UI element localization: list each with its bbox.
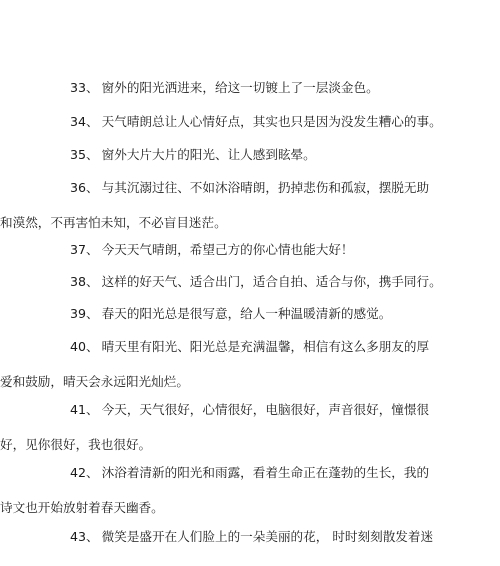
paragraph-40 [0, 339, 500, 390]
paragraph-line [70, 180, 500, 196]
paragraph-35 [70, 147, 500, 163]
paragraph-number: 34、 [70, 114, 99, 129]
paragraph-continuation-line: 诗文也开始放射着春天幽香。 [0, 500, 164, 515]
paragraph-number: 40、 [70, 339, 99, 354]
paragraph-text: 春天的阳光总是很写意，给人一种温暖清新的感觉。 [101, 306, 392, 321]
paragraph-number: 39、 [70, 306, 99, 321]
paragraph-41 [0, 402, 500, 453]
paragraph-text: 今天，天气很好，心情很好，电脑很好，声音很好，憧憬很 [101, 402, 430, 417]
paragraph-continuation-line: 好，见你很好，我也很好。 [0, 437, 152, 452]
paragraph-text: 今天天气晴朗，希望己方的你心情也能大好！ [101, 242, 354, 257]
paragraph-number: 35、 [70, 147, 99, 162]
paragraph-38 [70, 274, 500, 290]
paragraph-line [70, 402, 500, 418]
paragraph-line [70, 306, 500, 322]
paragraph-39 [70, 306, 500, 322]
paragraph-line [70, 529, 500, 545]
paragraph-continuation-line: 爱和鼓励，晴天会永远阳光灿烂。 [0, 374, 189, 389]
paragraph-number: 36、 [70, 180, 99, 195]
paragraph-43 [70, 529, 500, 545]
paragraph-text: 晴天里有阳光、阳光总是充满温馨，相信有这么多朋友的厚 [101, 339, 430, 354]
paragraph-line [70, 274, 500, 290]
paragraph-line [70, 242, 500, 258]
paragraph-37 [70, 242, 500, 258]
paragraph-text: 这样的好天气、适合出门，适合自拍、适合与你，携手同行。 [101, 274, 442, 289]
paragraph-continuation-line: 和漠然，不再害怕未知，不必盲目迷茫。 [0, 215, 227, 230]
paragraph-text: 窗外的阳光洒进来，给这一切镀上了一层淡金色。 [101, 80, 379, 95]
paragraph-number: 38、 [70, 274, 99, 289]
paragraph-line [70, 80, 500, 96]
paragraph-33 [70, 80, 500, 96]
paragraph-text: 与其沉溺过往、不如沐浴晴朗，扔掉悲伤和孤寂，摆脱无助 [101, 180, 430, 195]
paragraph-text: 窗外大片大片的阳光、让人感到眩晕。 [101, 147, 316, 162]
paragraph-text: 沐浴着清新的阳光和雨露，看着生命正在蓬勃的生长，我的 [101, 465, 430, 480]
paragraph-number: 41、 [70, 402, 99, 417]
paragraph-number: 42、 [70, 465, 99, 480]
paragraph-line [70, 114, 500, 130]
paragraph-number: 33、 [70, 80, 99, 95]
paragraph-number: 43、 [70, 529, 99, 544]
paragraph-34 [70, 114, 500, 130]
paragraph-line [70, 465, 500, 481]
paragraph-number: 37、 [70, 242, 99, 257]
paragraph-text: 天气晴朗总让人心情好点，其实也只是因为没发生糟心的事。 [101, 114, 442, 129]
paragraph-36 [0, 180, 500, 231]
paragraph-line [70, 147, 500, 163]
paragraph-42 [0, 465, 500, 516]
paragraph-text: 微笑是盛开在人们脸上的一朵美丽的花， 时时刻刻散发着迷 [101, 529, 434, 544]
paragraph-line [70, 339, 500, 355]
